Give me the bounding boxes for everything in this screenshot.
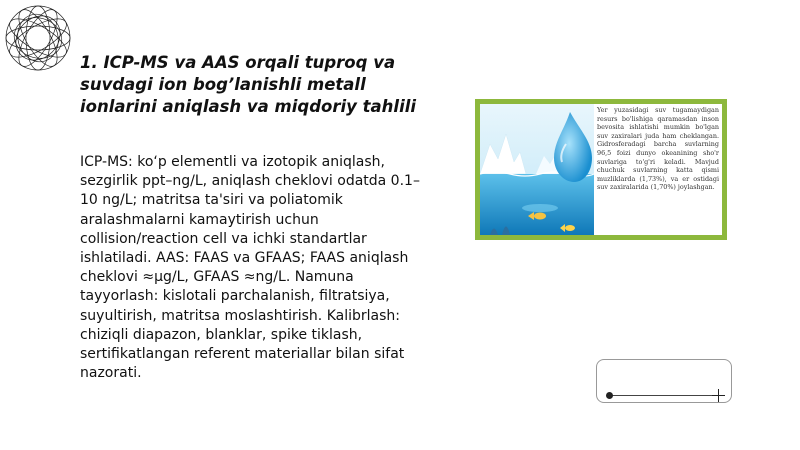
circular-ornament-icon [4,4,72,72]
slide-title: 1. ICP-MS va AAS orqali tuproq va suvdagi ion bog’lanishli metall ionlarini aniqlash va miqdoriy tahlili [80,53,417,116]
image-card-inner [480,104,722,235]
slide-body-text: ICP-MS: ko‘p elementli va izotopik aniqlash, sezgirlik ppt–ng/L, aniqlash cheklovi odatda 0.1–10 ng/L; matritsa ta'siri va poliatomik aralashmalarni kamaytirish uchun collision/reaction cell va ichki standartlar ishlatiladi. AAS: FAAS va GFAAS; FAAS aniqlash cheklovi ≈µg/L, GFAAS ≈ng/L. Namuna tayyorlash: kislotali parchalanish, filtratsiya, suyultirish, matritsa moslashtirish. Kalibrlash: chiziqli diapazon, blanklar, spike tiklash, sertifikatlangan referent materiallar bilan sifat nazorati. [80,154,420,382]
image-caption: Yer yuzasidagi suv tugamaydigan resurs bo'lishiga qaramasdan inson bevosita ishlatishi mumkin bo'lgan suv zaxiralari juda ham cheklangan. Gidrosferadagi barcha suvlarning 96,5 foizi dunyo okeanining sho'r suvlariga to'g'ri keladi. Mavjud chuchuk suvlarning katta qismi muzliklarda (1,73%), va er ostidagi suv zaxiralarida (1,70%) joylashgan. [597,106,719,192]
media-playhead[interactable] [606,392,613,399]
media-progress-track[interactable] [609,395,719,396]
plus-icon[interactable] [712,389,725,402]
image-card [475,99,727,240]
media-control[interactable] [596,359,732,403]
water-illustration [480,104,594,235]
